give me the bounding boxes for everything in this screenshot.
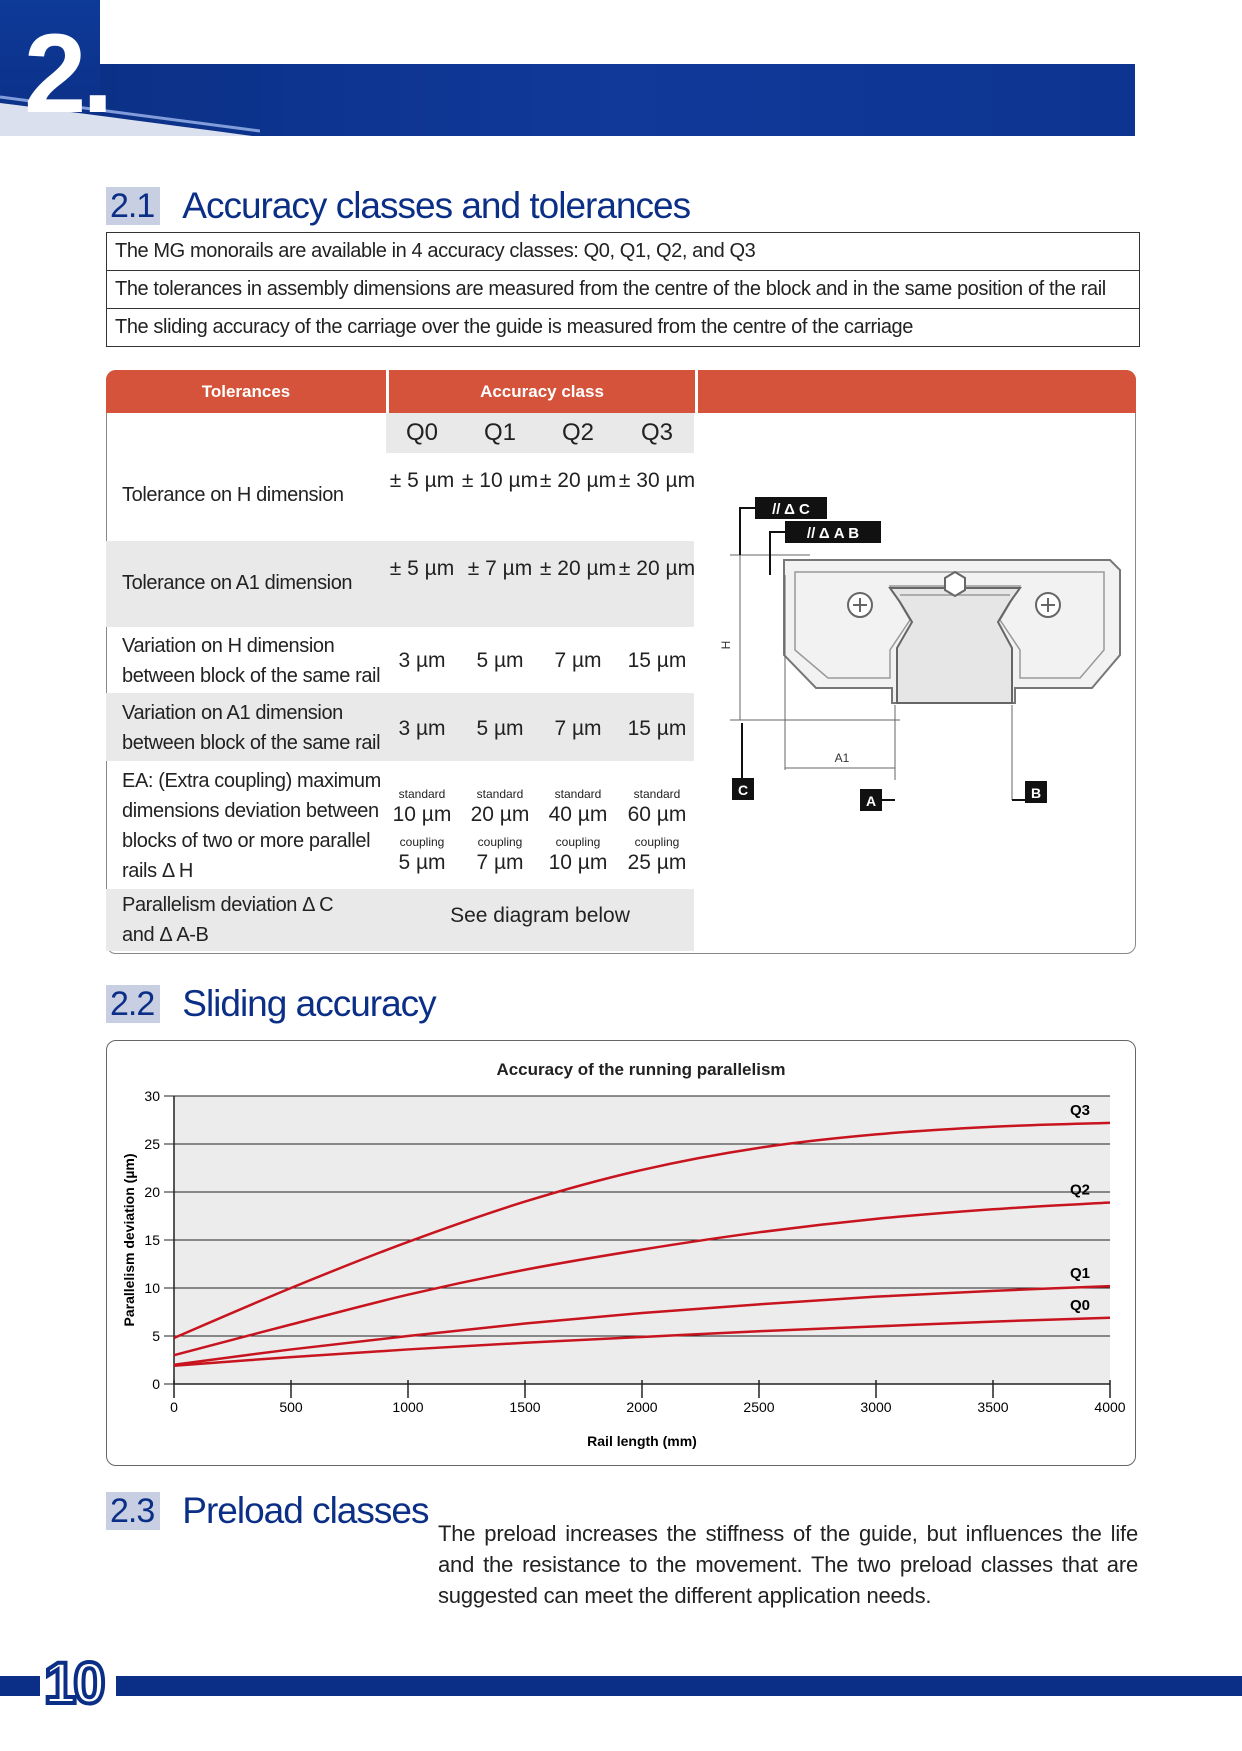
section-heading-2-3 (106, 1490, 428, 1532)
dim-a1-label: A1 (834, 751, 850, 765)
cell-value: ± 5 µm (389, 557, 455, 580)
y-tick-label: 15 (144, 1232, 160, 1248)
coupling-label: coupling (399, 835, 445, 849)
coupling-value: 10 µm (548, 851, 608, 874)
cell-value: ± 20 µm (618, 557, 696, 580)
cell-value: 3 µm (398, 717, 446, 740)
cell-value: ± 30 µm (618, 469, 696, 492)
class-q3: Q3 (640, 419, 673, 446)
x-tick-label: 1000 (392, 1399, 424, 1415)
standard-label: standard (554, 787, 602, 801)
series-label-q2: Q2 (1069, 1181, 1091, 1199)
cell-value (539, 787, 617, 877)
section-number: 2.2 (106, 985, 160, 1023)
y-tick-label: 30 (144, 1088, 160, 1104)
x-tick-label: 3500 (977, 1399, 1009, 1415)
row-label: Variation on H dimension between block of the same rail (122, 635, 381, 687)
coupling-label: coupling (555, 835, 601, 849)
standard-value: 20 µm (470, 803, 530, 826)
tag-parallelism-ab: // Δ A B (806, 525, 860, 542)
ref-c: C (737, 782, 749, 798)
y-tick-label: 10 (144, 1280, 160, 1296)
standard-label: standard (476, 787, 524, 801)
cell-value (383, 787, 461, 877)
section-title: Preload classes (182, 1490, 429, 1531)
header-divider (695, 370, 698, 413)
y-tick-label: 20 (144, 1184, 160, 1200)
intro-row: The MG monorails are available in 4 accuracy classes: Q0, Q1, Q2, and Q3 (115, 240, 756, 262)
x-tick-label: 1500 (509, 1399, 541, 1415)
intro-row: The sliding accuracy of the carriage over the guide is measured from the centre of the carriage (107, 308, 1139, 346)
class-q2: Q2 (561, 419, 594, 446)
class-q0: Q0 (405, 419, 438, 446)
standard-value: 40 µm (548, 803, 608, 826)
cell-value: ± 7 µm (467, 557, 533, 580)
y-tick-label: 5 (152, 1328, 160, 1344)
dim-h-label: H (719, 640, 733, 650)
header-accuracy-class: Accuracy class (480, 382, 604, 401)
parallelism-chart (106, 1040, 1136, 1466)
row-label: Parallelism deviation Δ C and Δ A-B (122, 894, 334, 946)
standard-value: 10 µm (392, 803, 452, 826)
x-tick-label: 0 (170, 1399, 178, 1415)
series-label-q0: Q0 (1069, 1296, 1091, 1314)
tag-parallelism-c: // Δ C (772, 501, 810, 518)
coupling-value: 5 µm (398, 851, 446, 874)
row-label: Variation on A1 dimension between block of the same rail (122, 702, 381, 754)
cell-value: ± 10 µm (461, 469, 539, 492)
cell-value: ± 5 µm (389, 469, 455, 492)
standard-label: standard (398, 787, 446, 801)
section-number: 2.3 (106, 1492, 160, 1530)
coupling-value: 7 µm (476, 851, 524, 874)
intro-table (106, 232, 1140, 347)
cell-value: 7 µm (554, 717, 602, 740)
coupling-label: coupling (634, 835, 680, 849)
page-number: 10 (44, 1651, 103, 1716)
x-tick-label: 500 (279, 1399, 303, 1415)
row-label: EA: (Extra coupling) maximum dimensions deviation between blocks of two or more parallel rails Δ H (122, 770, 381, 882)
rail-block-drawing (700, 480, 1130, 820)
cell-value (461, 787, 539, 877)
cell-value: 3 µm (398, 649, 446, 672)
x-axis-label: Rail length (mm) (587, 1433, 697, 1449)
cell-value: ± 20 µm (539, 557, 617, 580)
section-title: Accuracy classes and tolerances (182, 185, 691, 226)
preload-paragraph: The preload increases the stiffness of the guide, but influences the life and the resistance to the movement. The two preload classes that are suggested can meet the different application needs. (438, 1521, 1138, 1608)
section-heading-2-1 (106, 185, 690, 227)
series-label-q3: Q3 (1069, 1101, 1091, 1119)
standard-value: 60 µm (627, 803, 687, 826)
chapter-number: 2. (24, 11, 110, 136)
y-tick-label: 0 (152, 1376, 160, 1392)
chart-title: Accuracy of the running parallelism (496, 1060, 786, 1079)
x-tick-label: 2500 (743, 1399, 775, 1415)
cell-value: 15 µm (627, 649, 687, 672)
section-number: 2.1 (106, 187, 160, 225)
coupling-value: 25 µm (627, 851, 687, 874)
header-tolerances: Tolerances (201, 382, 291, 401)
cell-value (618, 787, 696, 877)
coupling-label: coupling (477, 835, 523, 849)
cell-value: ± 20 µm (539, 469, 617, 492)
cell-value: 15 µm (627, 717, 687, 740)
y-tick-label: 25 (144, 1136, 160, 1152)
cell-value: 5 µm (476, 649, 524, 672)
x-tick-label: 4000 (1094, 1399, 1126, 1415)
x-tick-label: 3000 (860, 1399, 892, 1415)
section-title: Sliding accuracy (182, 983, 436, 1024)
row-label: Tolerance on A1 dimension (122, 572, 353, 594)
row-label: Tolerance on H dimension (122, 484, 344, 506)
see-diagram-note: See diagram below (450, 904, 630, 927)
standard-label: standard (633, 787, 681, 801)
y-axis-label: Parallelism deviation (µm) (121, 1153, 137, 1327)
cell-value: 5 µm (476, 717, 524, 740)
series-label-q1: Q1 (1069, 1265, 1091, 1283)
footer-band (0, 1676, 1242, 1696)
cell-value: 7 µm (554, 649, 602, 672)
section-heading-2-2 (106, 983, 436, 1025)
class-q1: Q1 (483, 419, 516, 446)
ref-a: A (865, 793, 877, 809)
x-tick-label: 2000 (626, 1399, 658, 1415)
ref-b: B (1030, 785, 1042, 801)
intro-row: The tolerances in assembly dimensions are measured from the centre of the block and in the same position of the rail (107, 270, 1139, 308)
